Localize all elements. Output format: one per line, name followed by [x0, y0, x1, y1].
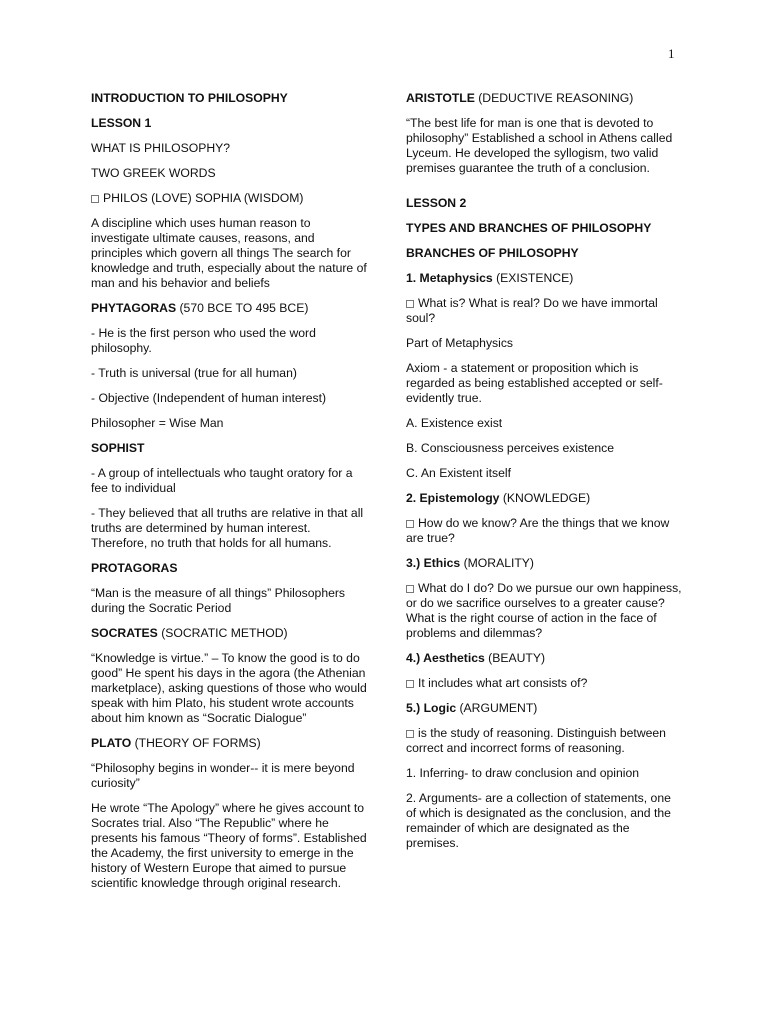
- topic-heading-bold: SOCRATES: [91, 626, 158, 640]
- body-paragraph: TWO GREEK WORDS: [91, 166, 216, 180]
- topic-heading-bold: PLATO: [91, 736, 132, 750]
- topic-heading: [91, 736, 369, 751]
- body-paragraph: 1. Inferring- to draw conclusion and opinion: [406, 766, 640, 780]
- bullet-paragraph: [91, 191, 369, 206]
- page-number: 1: [668, 46, 675, 61]
- body-paragraph: “Man is the measure of all things” Philosophers during the Socratic Period: [91, 586, 346, 615]
- body-paragraph: - A group of intellectuals who taught oratory for a fee to individual: [91, 466, 353, 495]
- bullet-paragraph: [406, 726, 684, 756]
- body-paragraph: - Objective (Independent of human interest): [91, 391, 327, 405]
- topic-heading-note: (KNOWLEDGE): [499, 491, 591, 505]
- topic-heading-bold: PHYTAGORAS: [91, 301, 177, 315]
- body-paragraph: “Philosophy begins in wonder-- it is mere beyond curiosity”: [91, 761, 355, 790]
- section-heading: BRANCHES OF PHILOSOPHY: [406, 246, 579, 260]
- bullet-paragraph: [406, 516, 684, 546]
- topic-heading: [406, 701, 684, 716]
- topic-heading-note: (ARGUMENT): [456, 701, 538, 715]
- topic-heading: [406, 651, 684, 666]
- body-paragraph: Part of Metaphysics: [406, 336, 514, 350]
- checkbox-bullet-icon: [406, 520, 414, 528]
- topic-heading: [406, 271, 684, 286]
- body-paragraph: “The best life for man is one that is devoted to philosophy” Established a school in Athens called Lyceum. He developed the syllogism, two valid premises guarantee the truth of a conclusion.: [406, 116, 673, 175]
- topic-heading-note: (SOCRATIC METHOD): [157, 626, 288, 640]
- topic-heading-note: (570 BCE TO 495 BCE): [176, 301, 309, 315]
- body-paragraph: - Truth is universal (true for all human): [91, 366, 297, 380]
- section-heading: LESSON 1: [91, 116, 152, 130]
- bullet-text: What do I do? Do we pursue our own happiness, or do we sacrifice ourselves to a greater cause? What is the right course of action in the face of problems and dilemmas?: [406, 581, 682, 640]
- bullet-text: PHILOS (LOVE) SOPHIA (WISDOM): [103, 191, 304, 205]
- checkbox-bullet-icon: [406, 680, 414, 688]
- bullet-paragraph: [406, 581, 684, 641]
- body-paragraph: A. Existence exist: [406, 416, 503, 430]
- body-paragraph: - He is the first person who used the word philosophy.: [91, 326, 316, 355]
- right-column: [406, 91, 684, 861]
- body-paragraph: - They believed that all truths are relative in that all truths are determined by human interest. Therefore, no truth that holds for all humans.: [91, 506, 364, 550]
- body-paragraph: He wrote “The Apology” where he gives account to Socrates trial. Also “The Republic” where he presents his famous “Theory of forms”. Established the Academy, the first university to emerge in the history of Western Europe that aimed to pursue scientific knowledge through original research.: [91, 801, 367, 890]
- topic-heading-note: (EXISTENCE): [492, 271, 574, 285]
- topic-heading-note: (BEAUTY): [484, 651, 546, 665]
- bullet-text: How do we know? Are the things that we know are true?: [406, 516, 670, 545]
- section-heading: LESSON 2: [406, 196, 467, 210]
- topic-heading-note: (MORALITY): [460, 556, 534, 570]
- topic-heading-note: (THEORY OF FORMS): [131, 736, 261, 750]
- body-paragraph: WHAT IS PHILOSOPHY?: [91, 141, 231, 155]
- body-paragraph: 2. Arguments- are a collection of statements, one of which is designated as the conclusion, and the remainder of which are designated as the premises.: [406, 791, 671, 850]
- topic-heading-bold: ARISTOTLE: [406, 91, 475, 105]
- body-paragraph: C. An Existent itself: [406, 466, 511, 480]
- body-paragraph: Philosopher = Wise Man: [91, 416, 224, 430]
- section-heading: PROTAGORAS: [91, 561, 178, 575]
- section-heading: SOPHIST: [91, 441, 145, 455]
- checkbox-bullet-icon: [91, 195, 99, 203]
- checkbox-bullet-icon: [406, 300, 414, 308]
- body-paragraph: A discipline which uses human reason to investigate ultimate causes, reasons, and principles which govern all things The search for knowledge and truth, especially about the nature of man and his behavior and beliefs: [91, 216, 367, 290]
- topic-heading: [406, 91, 684, 106]
- topic-heading-bold: 1. Metaphysics: [406, 271, 493, 285]
- topic-heading-bold: 4.) Aesthetics: [406, 651, 485, 665]
- checkbox-bullet-icon: [406, 730, 414, 738]
- topic-heading-bold: 3.) Ethics: [406, 556, 461, 570]
- topic-heading: [406, 556, 684, 571]
- checkbox-bullet-icon: [406, 585, 414, 593]
- topic-heading: [91, 301, 369, 316]
- body-paragraph: Axiom - a statement or proposition which is regarded as being established accepted or self-evidently true.: [406, 361, 663, 405]
- left-column: [91, 91, 369, 901]
- bullet-text: It includes what art consists of?: [418, 676, 588, 690]
- body-paragraph: B. Consciousness perceives existence: [406, 441, 614, 455]
- topic-heading-note: (DEDUCTIVE REASONING): [474, 91, 634, 105]
- topic-heading-bold: 5.) Logic: [406, 701, 457, 715]
- section-heading: INTRODUCTION TO PHILOSOPHY: [91, 91, 288, 105]
- topic-heading-bold: 2. Epistemology: [406, 491, 500, 505]
- bullet-text: is the study of reasoning. Distinguish between correct and incorrect forms of reasoning.: [406, 726, 666, 755]
- bullet-paragraph: [406, 296, 684, 326]
- bullet-paragraph: [406, 676, 684, 691]
- section-heading: TYPES AND BRANCHES OF PHILOSOPHY: [406, 221, 652, 235]
- topic-heading: [406, 491, 684, 506]
- bullet-text: What is? What is real? Do we have immortal soul?: [406, 296, 658, 325]
- topic-heading: [91, 626, 369, 641]
- body-paragraph: “Knowledge is virtue.” – To know the good is to do good” He spent his days in the agora (the Athenian marketplace), asking questions of those who would speak with him Plato, his student wrote accounts about him known as “Socratic Dialogue”: [91, 651, 367, 725]
